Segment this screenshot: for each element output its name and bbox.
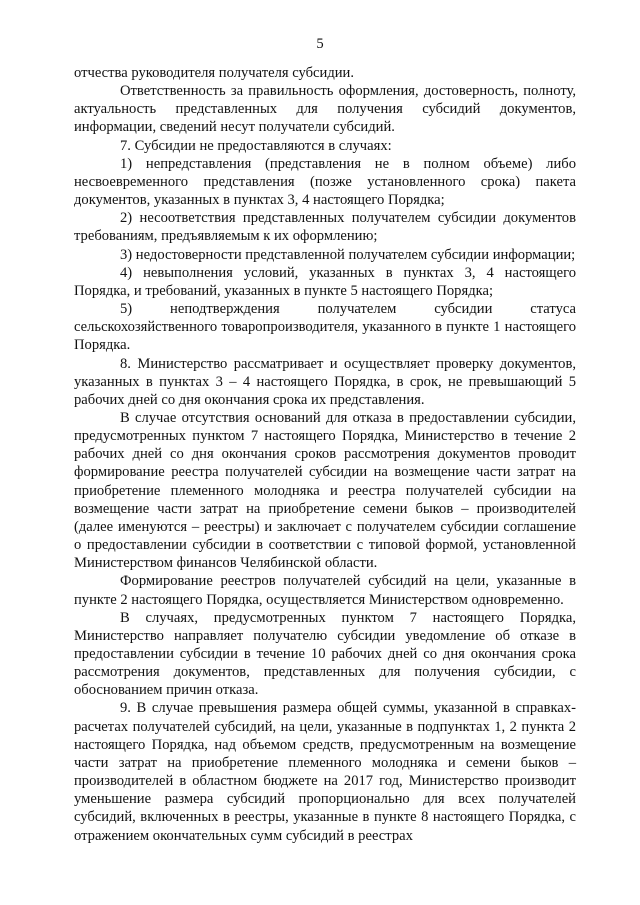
paragraph-subitem-2: 2) несоответствия представленных получателем субсидии документов требованиям, предъявляемым к их оформлению;: [74, 210, 576, 245]
paragraph-subitem-3: 3) недостоверности представленной получателем субсидии информации;: [120, 246, 576, 263]
paragraph-responsibility: Ответственность за правильность оформления, достоверность, полноту, актуальность представленных для получения субсидий документов, информации, сведений несут получатели субсидий.: [74, 83, 576, 136]
paragraph-registry: В случае отсутствия оснований для отказа в предоставлении субсидии, предусмотренных пунктом 7 настоящего Порядка, Министерство в течение 2 рабочих дней со дня окончания сроков рассмотрения документов проводит формирование реестра получателей субсидии на возмещение части затрат на приобретение племенного молодняка и реестра получателей субсидии на возмещение части затрат на приобретение семени быков – производителей (далее именуются – реестры) и заключает с получателем субсидии соглашение о предоставлении субсидии в соответствии с типовой формой, установленной Министерством финансов Челябинской области.: [74, 409, 576, 572]
paragraph-subitem-4: 4) невыполнения условий, указанных в пунктах 3, 4 настоящего Порядка, и требований, указанных в пункте 5 настоящего Порядка;: [74, 264, 576, 299]
paragraph-subitem-1: 1) непредставления (представления не в полном объеме) либо несвоевременного представления (позже установленного срока) пакета документов, указанных в пунктах 3, 4 настоящего Порядка;: [74, 155, 576, 209]
paragraph-registry-formation: Формирование реестров получателей субсидий на цели, указанные в пункте 2 настоящего Порядка, осуществляется Министерством одновременно.: [74, 573, 576, 608]
page-number: 5: [316, 36, 324, 52]
paragraph-item-8: 8. Министерство рассматривает и осуществляет проверку документов, указанных в пунктах 3 – 4 настоящего Порядка, в срок, не превышающий 5 рабочих дней со дня окончания срока их представления.: [74, 355, 576, 408]
paragraph-item-9: 9. В случае превышения размера общей суммы, указанной в справках-расчетах получателей субсидий, на цели, указанные в подпунктах 1, 2 пункта 2 настоящего Порядка, над объемом средств, предусмотренным на возмещение части затрат на приобретение племенного молодняка и семени быков – производителей в областном бюджете на 2017 год, Министерство производит уменьшение размера субсидий пропорционально для всех получателей субсидий, включенных в реестры, указанные в пункте 8 настоящего Порядка, с отражением окончательных сумм субсидий в реестрах: [74, 700, 576, 844]
paragraph-continuation: отчества руководителя получателя субсидии.: [74, 65, 355, 81]
paragraph-subitem-5: 5) неподтверждения получателем субсидии статуса сельскохозяйственного товаропроизводителя, указанного в пункте 1 настоящего Порядка.: [74, 301, 576, 354]
paragraph-item-7: 7. Субсидии не предоставляются в случаях:: [120, 137, 392, 154]
document-body: [74, 64, 576, 845]
paragraph-refusal-notice: В случаях, предусмотренных пунктом 7 настоящего Порядка, Министерство направляет получателю субсидии уведомление об отказе в предоставлении субсидии в течение 10 рабочих дней со дня окончания срока рассмотрения документов, представленных для получения субсидии, с обоснованием причин отказа.: [74, 609, 576, 699]
